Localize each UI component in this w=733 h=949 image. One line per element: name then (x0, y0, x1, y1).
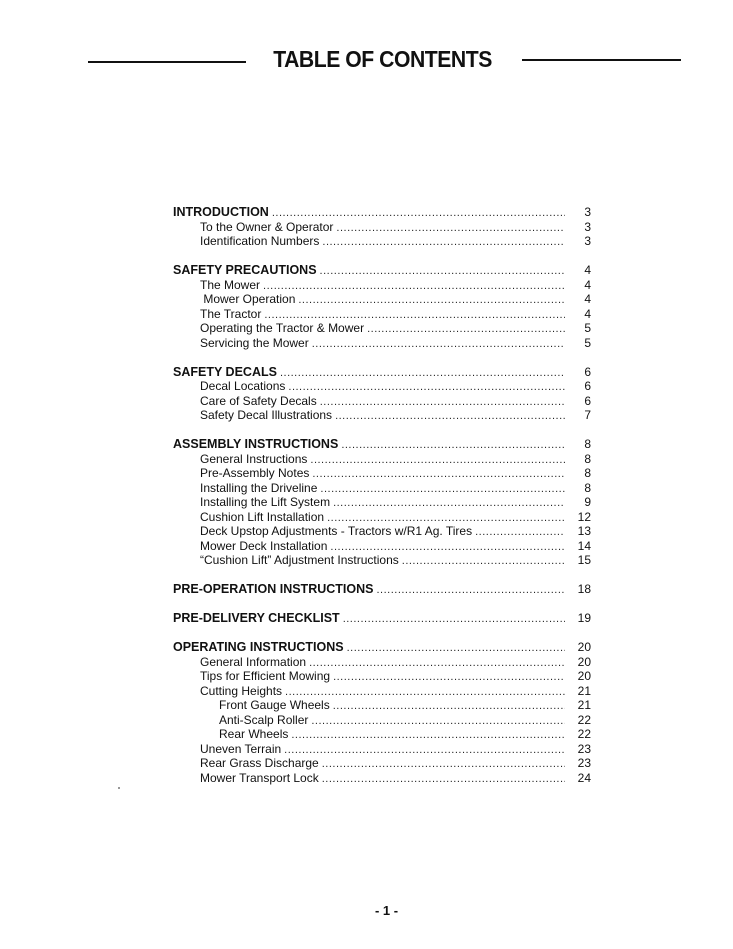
toc-entry-text: Deck Upstop Adjustments - Tractors w/R1 Ag. Tires (200, 524, 473, 538)
page-ref: 14 (577, 538, 591, 553)
toc-entry-text: General Information (200, 654, 307, 669)
toc-section-heading-text: ASSEMBLY INSTRUCTIONS (173, 437, 339, 451)
toc-section-heading (173, 263, 591, 278)
page-ref: 4 (584, 263, 591, 277)
dot-leader (291, 728, 565, 743)
toc-entry (173, 452, 591, 467)
toc-section-heading (173, 437, 591, 452)
page-ref: 20 (577, 669, 591, 683)
toc-entry (173, 553, 591, 568)
dot-leader (320, 264, 565, 279)
page-ref: 3 (584, 234, 591, 248)
toc-entry-text: Servicing the Mower (200, 335, 309, 350)
toc-entry (173, 713, 591, 728)
toc-entry (173, 655, 591, 670)
page-ref: 3 (584, 205, 591, 219)
dot-leader (263, 279, 565, 294)
toc-entry (173, 669, 591, 684)
toc-section (173, 365, 591, 423)
toc-entry (173, 234, 591, 249)
dot-leader (264, 308, 565, 323)
page-ref: 19 (577, 611, 591, 625)
toc-entry-text: Mower Transport Lock (200, 770, 319, 785)
dot-leader (333, 496, 565, 511)
dot-leader (322, 235, 565, 250)
toc-entry-text: Care of Safety Decals (200, 393, 317, 408)
toc-section-heading-text: SAFETY DECALS (173, 364, 277, 379)
dot-leader (285, 685, 565, 700)
page-ref: 6 (584, 393, 591, 408)
toc-entry (173, 379, 591, 394)
toc-entry-text: Uneven Terrain (200, 741, 282, 756)
page-ref: 8 (584, 480, 591, 495)
dot-leader (322, 757, 565, 772)
toc-entry (173, 307, 591, 322)
page-ref: 22 (577, 712, 591, 727)
page-ref: 20 (577, 654, 591, 669)
toc-entry (173, 466, 591, 481)
dot-leader (402, 554, 565, 569)
dot-leader (343, 612, 565, 627)
dot-leader (312, 467, 565, 482)
toc-entry-text: To the Owner & Operator (200, 219, 334, 234)
page-ref: 7 (584, 408, 591, 422)
dot-leader (320, 482, 565, 497)
page-ref: 5 (584, 321, 591, 335)
toc-section-heading-text: PRE-OPERATION INSTRUCTIONS (173, 582, 374, 596)
page-ref: 20 (577, 640, 591, 654)
dot-leader (367, 322, 565, 337)
page-ref: 5 (584, 335, 591, 350)
page-ref: 23 (577, 741, 591, 756)
dot-leader (309, 656, 565, 671)
toc-entry-text: Cushion Lift Installation (200, 509, 325, 524)
toc-entry (173, 684, 591, 699)
toc-entry (173, 698, 591, 713)
toc-entry (173, 495, 591, 510)
page-ref: 6 (584, 364, 591, 379)
table-of-contents (173, 205, 591, 800)
toc-entry (173, 394, 591, 409)
page-ref: 4 (584, 292, 591, 306)
toc-entry (173, 220, 591, 235)
toc-entry (173, 756, 591, 771)
dot-leader (341, 438, 565, 453)
toc-entry (173, 539, 591, 554)
page-ref: 4 (584, 306, 591, 321)
toc-entry-text: Installing the Lift System (200, 495, 331, 509)
toc-entry (173, 771, 591, 786)
toc-entry-text: Front Gauge Wheels (219, 698, 330, 712)
toc-entry-text: Tips for Efficient Mowing (200, 669, 331, 683)
page-ref: 21 (577, 698, 591, 712)
toc-entry-text: “Cushion Lift” Adjustment Instructions (200, 553, 399, 567)
toc-section (173, 611, 591, 626)
toc-entry-text: Anti-Scalp Roller (219, 712, 309, 727)
dot-leader (333, 699, 565, 714)
toc-section-heading-text: OPERATING INSTRUCTIONS (173, 640, 344, 654)
toc-entry-text: Pre-Assembly Notes (200, 466, 310, 480)
dot-leader (280, 366, 565, 381)
toc-entry (173, 278, 591, 293)
toc-entry (173, 408, 591, 423)
page-ref: 15 (577, 553, 591, 567)
toc-entry (173, 510, 591, 525)
dot-leader (327, 511, 565, 526)
dot-leader (347, 641, 565, 656)
toc-entry-text: Installing the Driveline (200, 480, 318, 495)
page-number: - 1 - (374, 903, 399, 918)
dot-leader (322, 772, 565, 787)
page-ref: 9 (584, 495, 591, 509)
toc-entry-text: Mower Deck Installation (200, 538, 328, 553)
toc-entry (173, 292, 591, 307)
toc-section-heading (173, 582, 591, 597)
page-ref: 24 (577, 770, 591, 785)
page-ref: 8 (584, 466, 591, 480)
dot-leader (298, 293, 565, 308)
toc-entry-text: Identification Numbers (200, 234, 320, 248)
toc-entry-text: Operating the Tractor & Mower (200, 321, 365, 335)
page-ref: 13 (577, 524, 591, 538)
scan-speck (118, 787, 120, 789)
toc-section-heading (173, 365, 591, 380)
dot-leader (312, 337, 565, 352)
toc-entry (173, 321, 591, 336)
toc-entry (173, 481, 591, 496)
page-ref: 23 (577, 756, 591, 770)
title-rule-right (522, 59, 681, 61)
toc-entry-text: Cutting Heights (200, 683, 283, 698)
toc-section (173, 437, 591, 568)
toc-entry (173, 524, 591, 539)
page-ref: 22 (577, 727, 591, 741)
toc-section-heading-text: INTRODUCTION (173, 205, 269, 219)
toc-entry-text: The Mower (200, 277, 261, 292)
page-ref: 21 (577, 683, 591, 698)
dot-leader (272, 206, 565, 221)
toc-section-heading (173, 611, 591, 626)
toc-entry-text: Rear Grass Discharge (200, 756, 319, 770)
dot-leader (333, 670, 565, 685)
toc-entry-text: The Tractor (200, 306, 262, 321)
toc-section (173, 263, 591, 350)
page-ref: 12 (577, 509, 591, 524)
dot-leader (288, 380, 565, 395)
dot-leader (335, 409, 565, 424)
toc-entry-text: Mower Operation (200, 292, 296, 306)
toc-section (173, 640, 591, 785)
page-ref: 8 (584, 437, 591, 451)
toc-entry-text: Safety Decal Illustrations (200, 408, 333, 422)
page-ref: 4 (584, 277, 591, 292)
toc-section-heading-text: SAFETY PRECAUTIONS (173, 263, 317, 277)
toc-entry-text: Rear Wheels (219, 727, 289, 741)
page-ref: 6 (584, 379, 591, 393)
toc-section-heading-text: PRE-DELIVERY CHECKLIST (173, 611, 340, 625)
dot-leader (475, 525, 565, 540)
dot-leader (311, 714, 565, 729)
toc-entry (173, 727, 591, 742)
dot-leader (320, 395, 565, 410)
toc-entry-text: Decal Locations (200, 379, 286, 393)
dot-leader (284, 743, 565, 758)
toc-section-heading (173, 640, 591, 655)
dot-leader (336, 221, 565, 236)
page-ref: 8 (584, 451, 591, 466)
page-title: TABLE OF CONTENTS (273, 46, 492, 72)
toc-entry (173, 336, 591, 351)
toc-section-heading (173, 205, 591, 220)
dot-leader (376, 583, 565, 598)
dot-leader (330, 540, 565, 555)
dot-leader (310, 453, 565, 468)
toc-entry (173, 742, 591, 757)
page-ref: 18 (577, 582, 591, 596)
toc-section (173, 205, 591, 249)
toc-entry-text: General Instructions (200, 451, 308, 466)
page-ref: 3 (584, 219, 591, 234)
toc-section (173, 582, 591, 597)
